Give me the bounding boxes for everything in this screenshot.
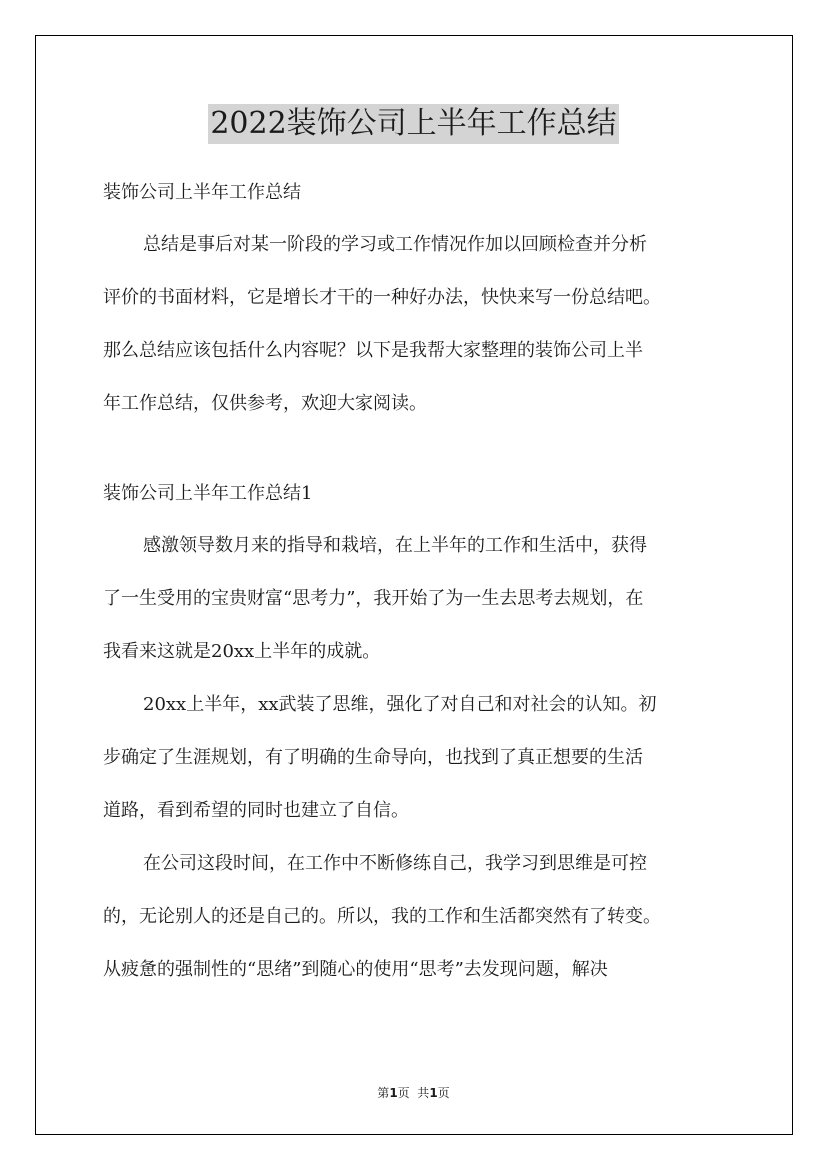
text-line: 我看来这就是20xx上半年的成就。: [103, 641, 381, 662]
page-footer: [0, 1084, 827, 1101]
text-line: 道路，看到希望的同时也建立了自信。: [103, 800, 409, 821]
intro-paragraph: [103, 218, 743, 430]
text-line: 从疲惫的强制性的“思绪”到随心的使用“思考”去发现问题，解决: [103, 959, 608, 980]
document-subtitle: 装饰公司上半年工作总结: [103, 182, 301, 203]
text-line: 那么总结应该包括什么内容呢？以下是我帮大家整理的装饰公司上半: [103, 340, 643, 361]
body-paragraph: [103, 678, 743, 837]
title-container: [0, 104, 827, 144]
page-label-suffix: 页: [437, 1086, 450, 1100]
page-current: 1: [389, 1086, 398, 1100]
text-line: 年工作总结，仅供参考，欢迎大家阅读。: [103, 393, 427, 414]
text-line: 评价的书面材料，它是增长才干的一种好办法，快快来写一份总结吧。: [103, 287, 661, 308]
page-total: 1: [429, 1086, 438, 1100]
text-line: 的，无论别人的还是自己的。所以，我的工作和生活都突然有了转变。: [103, 906, 661, 927]
text-line: 了一生受用的宝贵财富“思考力”，我开始了为一生去思考去规划，在: [103, 588, 644, 609]
text-line: 在公司这段时间，在工作中不断修练自己，我学习到思维是可控: [143, 853, 647, 874]
body-paragraph: [103, 519, 743, 678]
body-paragraph: [103, 837, 743, 996]
text-line: 步确定了生涯规划，有了明确的生命导向，也找到了真正想要的生活: [103, 747, 643, 768]
text-line: 20xx上半年，xx武装了思维，强化了对自己和对社会的认知。初: [143, 694, 657, 715]
text-line: 总结是事后对某一阶段的学习或工作情况作加以回顾检查并分析: [143, 234, 647, 255]
document-body: [103, 172, 743, 996]
page-label-prefix: 第: [377, 1086, 390, 1100]
text-line: 感激领导数月来的指导和栽培，在上半年的工作和生活中，获得: [143, 535, 647, 556]
section-heading: 装饰公司上半年工作总结1: [103, 483, 313, 504]
document-title: 2022装饰公司上半年工作总结: [208, 104, 618, 144]
page-label-mid: 页 共: [397, 1086, 430, 1100]
